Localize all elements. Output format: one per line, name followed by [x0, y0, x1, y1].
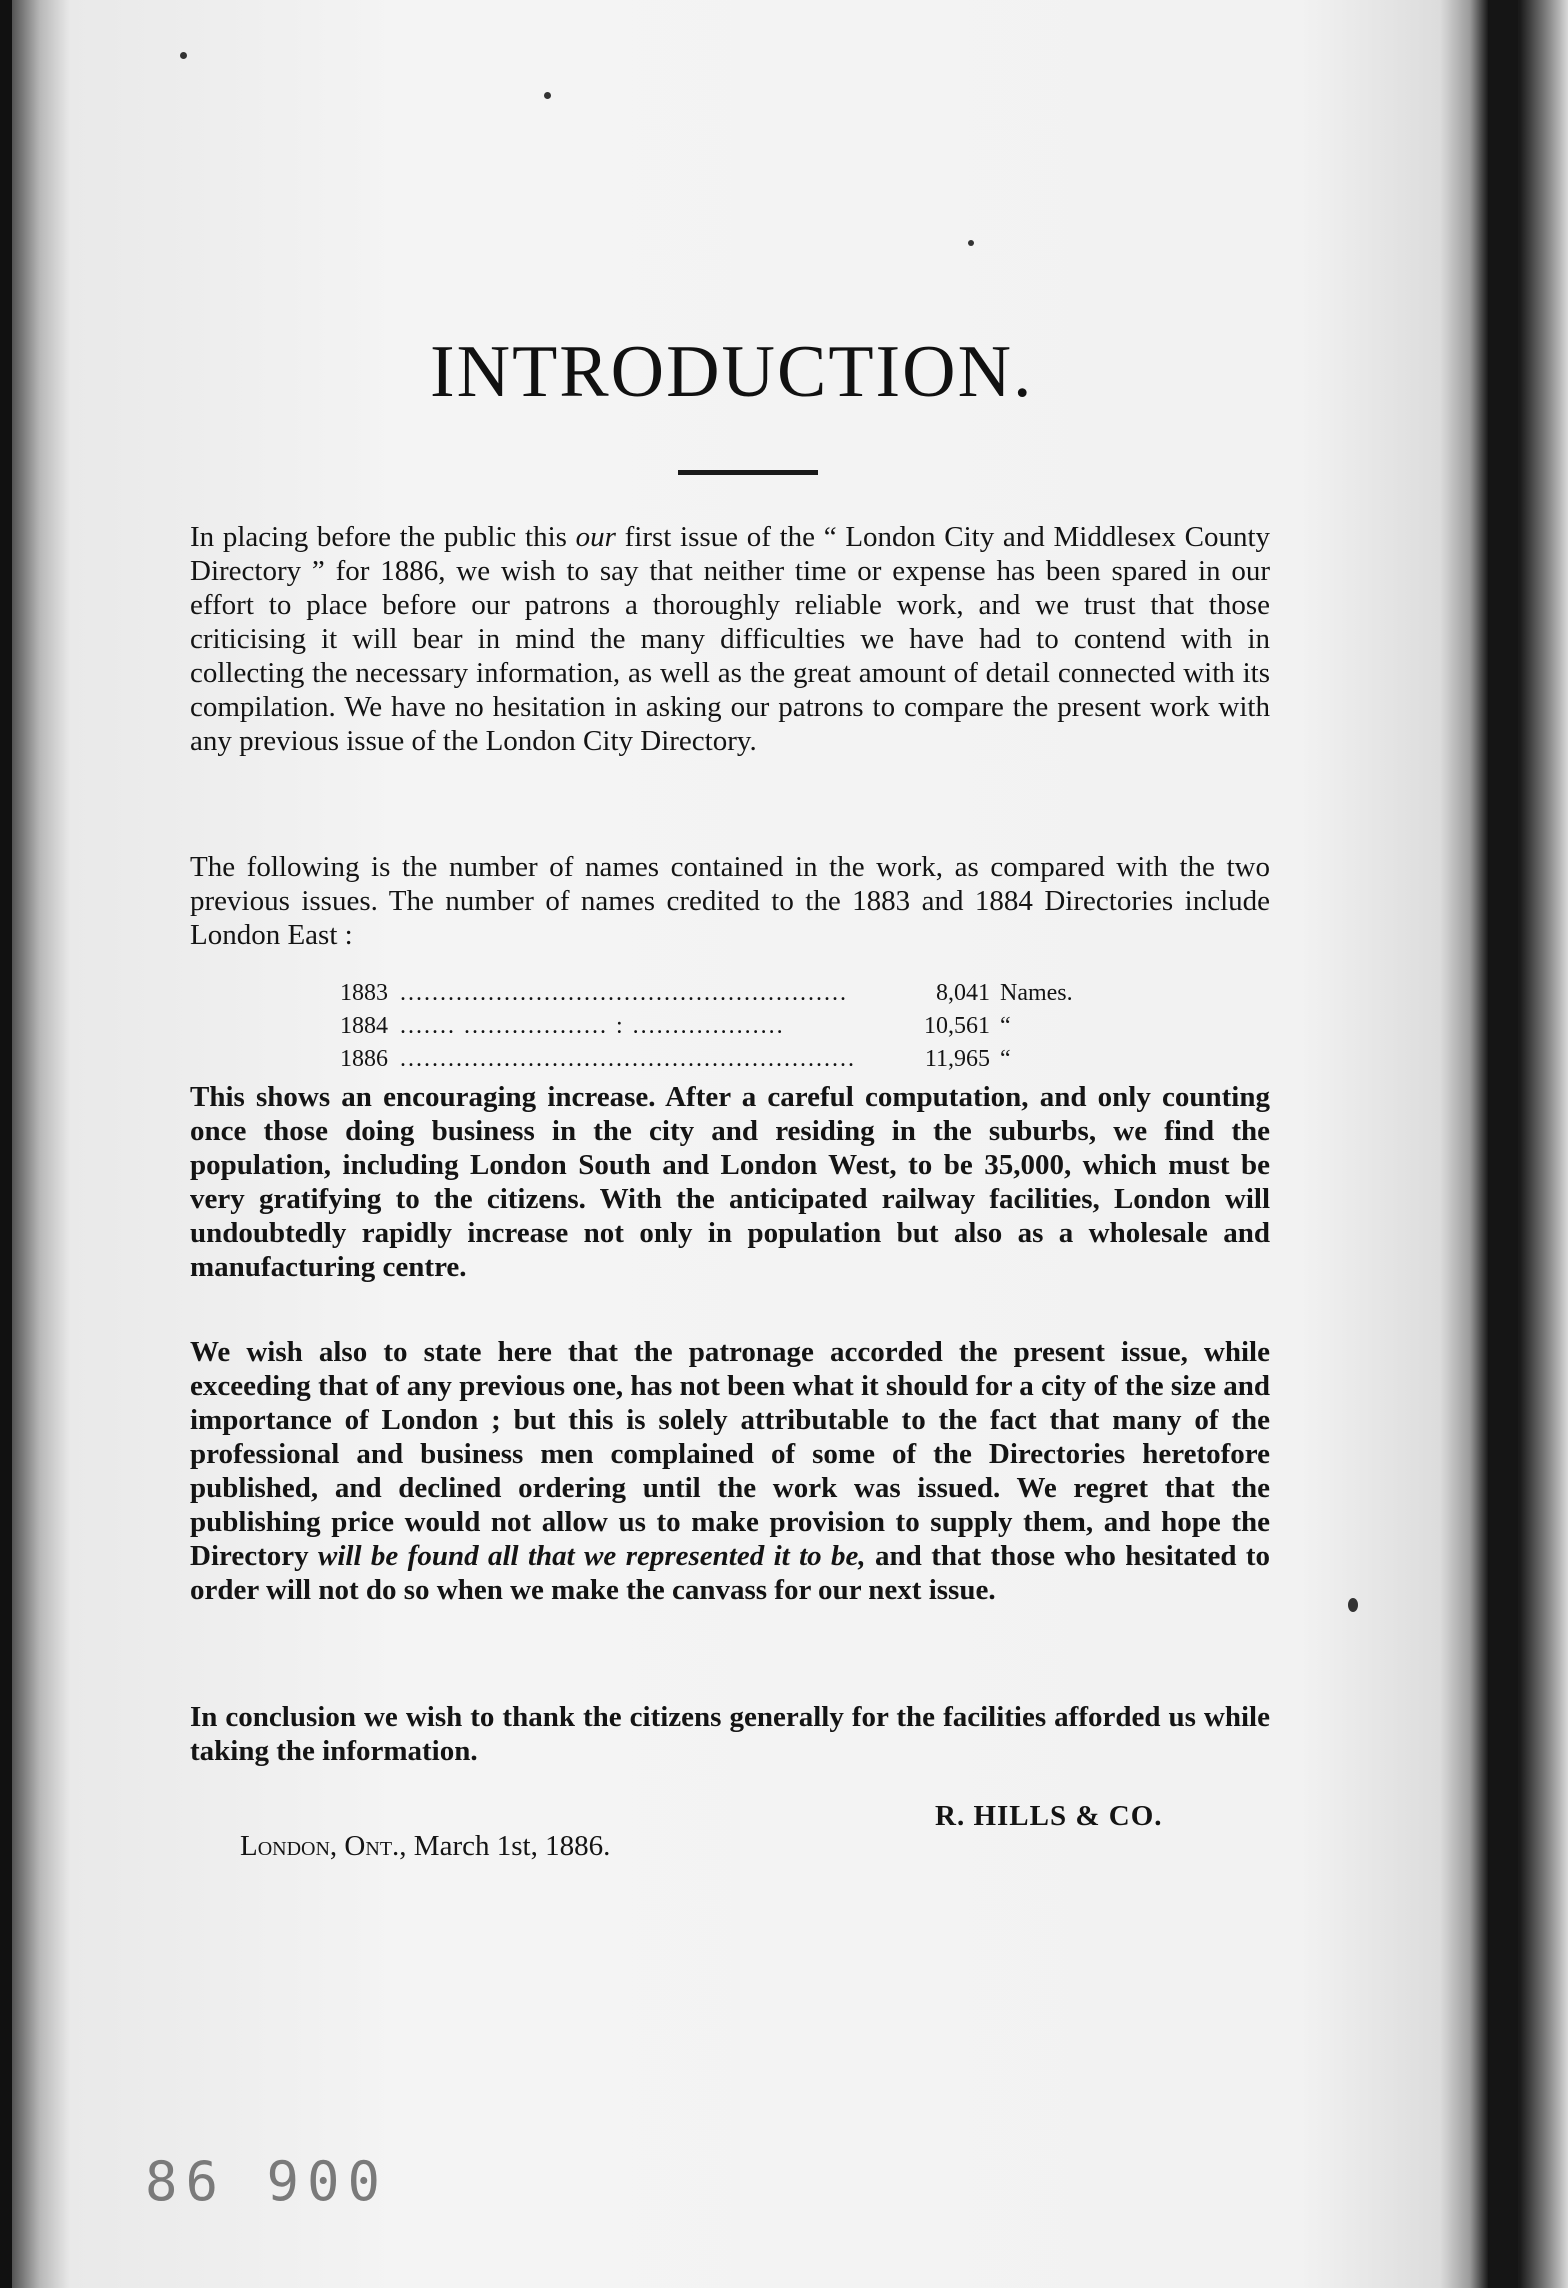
signature-firm: R. HILLS & CO. [935, 1800, 1163, 1832]
paragraph-4-body: and that those who hesitated to order will not do so when we make the canvass for our next issue. [190, 1540, 1271, 1606]
page-binding-shadow [1488, 0, 1518, 2288]
row-leader-dots: ....... .................. : ................... [400, 1013, 785, 1039]
table-row [340, 1046, 1100, 1079]
row-unit: “ [1000, 1046, 1011, 1072]
paragraph-4-lead: We wish also to state here that the patronage accorded the present issue, while exceeding that of any previous one, has not been what it should for a city of the size and importance of London ; but this is solely attributable to the fact that many of the professional and business men complained of some of the Directories heretofore published, and declined ordering until the work was issued. We regret that the publishing price would not allow us to make provision to supply them, and hope the Directory [190, 1336, 1270, 1572]
row-leader-dots: ......................................................... [400, 1046, 856, 1072]
speck [968, 240, 974, 246]
paragraph-2: The following is the number of names contained in the work, as compared with the two previous issues. The number of names credited to the 1883 and 1884 Directories include London East : [190, 851, 1270, 951]
paragraph-4 [190, 1335, 1270, 1607]
paragraph-3: This shows an encouraging increase. After a careful computation, and only counting once those doing business in the city and residing in the suburbs, we find the population, including London South and London West, to be 35,000, which must be very gratifying to the citizens. With the anticipated railway facilities, London will undoubtedly rapidly increase not only in population but also as a wholesale and manufacturing centre. [190, 1081, 1270, 1283]
row-year: 1883 [340, 980, 388, 1006]
row-count: 10,561 [924, 1013, 990, 1039]
row-unit: “ [1000, 1013, 1011, 1039]
paragraph-1-body: first issue of the “ London City and Middlesex County Directory ” for 1886, we wish to say that neither time or expense has been spared in our effort to place before our patrons a thoroughly reliable work, and we trust that those criticising it will bear in mind the many difficulties we have had to contend with in collecting the necessary information, as well as the great amount of detail connected with its compilation. We have no hesitation in asking our patrons to compare the present work with any previous issue of the London City Directory. [190, 521, 1271, 757]
signature-date: March 1st, 1886. [406, 1830, 611, 1862]
row-count: 8,041 [936, 980, 990, 1006]
row-year: 1886 [340, 1046, 388, 1072]
names-table [340, 980, 1100, 1079]
paragraph-5: In conclusion we wish to thank the citizens generally for the facilities afforded us while taking the information. [190, 1701, 1270, 1767]
signature-place: London, Ont., [240, 1830, 407, 1862]
speck [544, 92, 551, 99]
title-rule [678, 470, 818, 475]
paragraph-1 [190, 520, 1270, 758]
paragraph-1-lead: In placing before the public this [190, 521, 576, 553]
row-leader-dots: ........................................................ [400, 980, 848, 1006]
signature-dateline [240, 1830, 610, 1863]
paragraph-1-emphasis: our [575, 521, 616, 553]
row-count: 11,965 [924, 1046, 990, 1072]
paragraph-4-emphasis: will be found all that we represented it to be, [318, 1540, 866, 1572]
row-year: 1884 [340, 1013, 388, 1039]
page-left-edge [0, 0, 12, 2288]
speck [180, 52, 187, 59]
archive-stamp: 86 900 [145, 2150, 389, 2213]
row-unit: Names. [1000, 980, 1073, 1006]
table-row [340, 980, 1100, 1013]
table-row [340, 1013, 1100, 1046]
page-title: INTRODUCTION. [430, 331, 1034, 413]
speck [1348, 1598, 1358, 1612]
